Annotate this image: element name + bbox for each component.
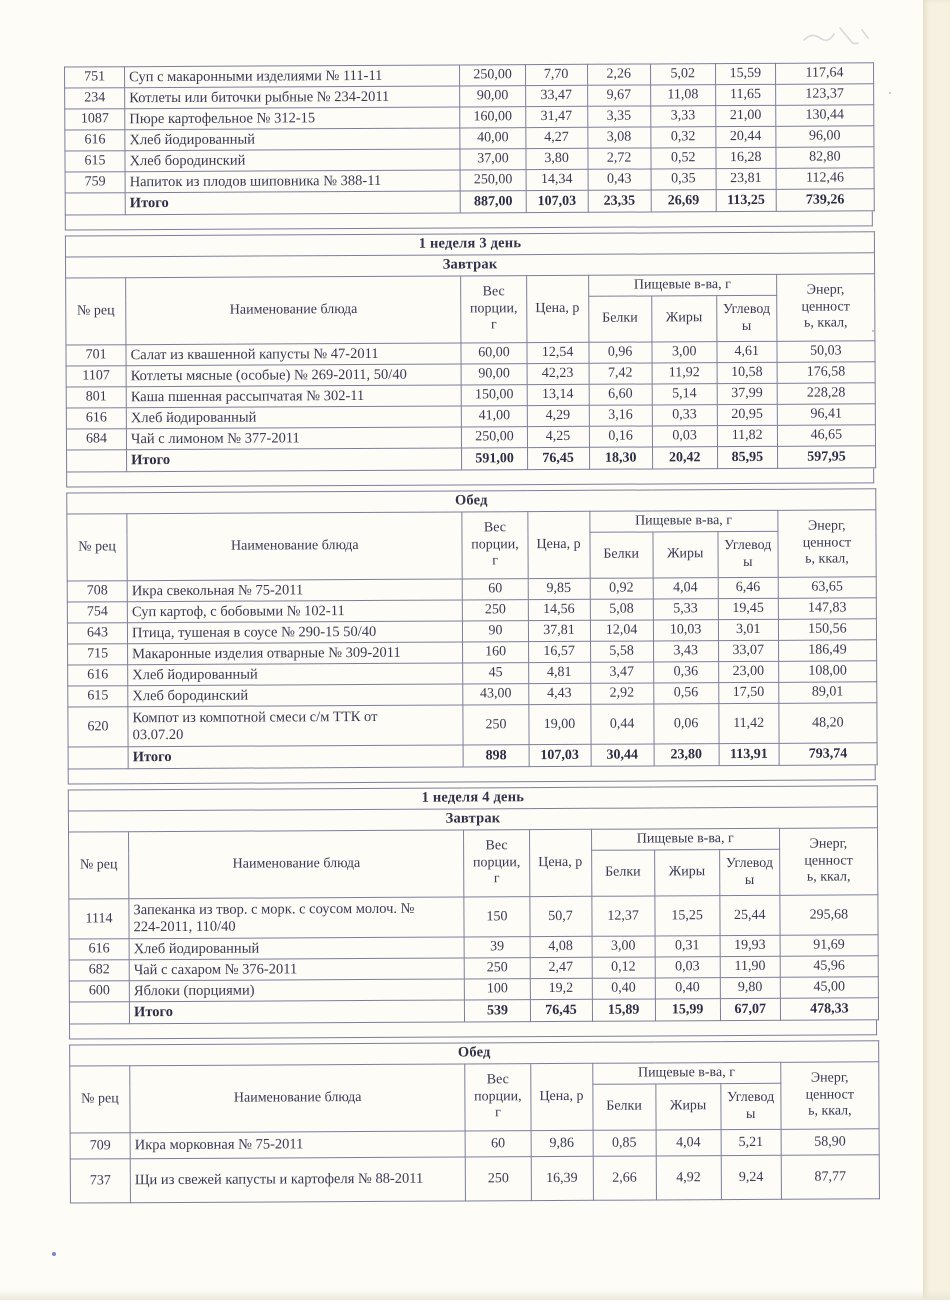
value-cell: 751 xyxy=(65,67,125,88)
value-cell: 4,08 xyxy=(530,936,592,957)
value-cell: 30,44 xyxy=(591,744,654,766)
value-cell: 616 xyxy=(68,665,128,686)
value-cell: 10,03 xyxy=(653,620,718,641)
menu-table-continuation xyxy=(64,62,875,215)
value-cell: 12,54 xyxy=(526,342,588,363)
value-cell: 43,00 xyxy=(463,684,528,705)
value-cell: 887,00 xyxy=(461,191,526,213)
value-cell: 37,00 xyxy=(460,149,525,170)
value-cell xyxy=(69,1002,129,1024)
value-cell: 0,33 xyxy=(652,405,717,426)
value-cell: 3,16 xyxy=(589,405,652,426)
value-cell: 6,60 xyxy=(589,384,652,405)
value-cell: 89,01 xyxy=(778,682,876,704)
value-cell: 123,37 xyxy=(775,84,873,106)
value-cell: 682 xyxy=(69,960,129,981)
value-cell: 2,72 xyxy=(588,148,651,169)
scan-speckle xyxy=(889,92,891,94)
col-header-energy: Энерг, ценност ь, ккал, xyxy=(779,828,878,896)
value-cell: 5,14 xyxy=(652,384,717,405)
col-header-name: Наименование блюда xyxy=(129,830,465,899)
value-cell: 801 xyxy=(66,387,126,408)
value-cell: 0,35 xyxy=(651,169,716,190)
value-cell: 76,45 xyxy=(530,999,592,1021)
value-cell: 615 xyxy=(65,151,125,172)
value-cell: 107,03 xyxy=(529,744,591,766)
value-cell: 0,03 xyxy=(652,426,717,447)
col-header-price: Цена, р xyxy=(527,511,589,578)
value-cell: 19,93 xyxy=(720,935,780,956)
dish-name-cell: Икра свекольная № 75-2011 xyxy=(127,579,462,602)
table-row xyxy=(68,703,877,747)
value-cell xyxy=(65,193,125,215)
dish-name-cell: Пюре картофельное № 312-15 xyxy=(125,107,461,130)
value-cell: 615 xyxy=(68,686,128,707)
value-cell: 684 xyxy=(66,429,126,450)
dish-name-cell: Щи из свежей капусты и картофеля № 88-2011 xyxy=(130,1157,466,1203)
value-cell: 19,00 xyxy=(528,704,590,744)
value-cell: 58,90 xyxy=(781,1129,879,1156)
value-cell: 45,96 xyxy=(780,956,878,978)
value-cell: 160 xyxy=(463,642,528,663)
dish-name-cell: Каша пшенная рассыпчатая № 302-11 xyxy=(126,385,461,408)
value-cell: 176,58 xyxy=(777,362,875,384)
value-cell: 7,70 xyxy=(525,64,587,85)
value-cell: 85,95 xyxy=(717,446,777,468)
value-cell: 250,00 xyxy=(461,170,526,191)
value-cell: 14,56 xyxy=(528,599,590,620)
value-cell: 11,92 xyxy=(652,363,717,384)
value-cell: 17,50 xyxy=(718,682,778,703)
value-cell: 113,25 xyxy=(716,189,776,211)
value-cell: 18,30 xyxy=(589,447,652,469)
value-cell: 737 xyxy=(70,1159,130,1203)
value-cell: 150,00 xyxy=(462,385,527,406)
value-cell: 0,40 xyxy=(592,978,655,999)
value-cell: 701 xyxy=(66,345,126,366)
value-cell: 591,00 xyxy=(462,448,527,470)
value-cell: 709 xyxy=(70,1133,130,1159)
table-row xyxy=(69,895,878,939)
menu-table-week1-day4-breakfast xyxy=(68,785,879,1024)
value-cell: 21,00 xyxy=(715,105,775,126)
dish-name-cell: Хлеб йодированный xyxy=(128,663,463,686)
dish-name-cell: Хлеб йодированный xyxy=(129,937,464,960)
value-cell: 4,61 xyxy=(717,341,777,362)
col-header-energy: Энерг, ценност ь, ккал, xyxy=(778,510,877,578)
col-header-rec: № рец xyxy=(67,514,127,581)
value-cell: 0,31 xyxy=(655,936,720,957)
dish-name-cell: Икра морковная № 75-2011 xyxy=(130,1131,466,1159)
col-header-rec: № рец xyxy=(70,1066,130,1133)
value-cell: 250 xyxy=(463,600,528,621)
value-cell: 1114 xyxy=(69,899,129,939)
value-cell: 739,26 xyxy=(776,189,874,212)
value-cell: 2,47 xyxy=(530,957,592,978)
dish-name-cell: Хлеб йодированный xyxy=(125,128,461,151)
value-cell: 5,58 xyxy=(590,641,653,662)
meal-banner: Завтрак xyxy=(68,807,877,832)
col-header-price: Цена, р xyxy=(530,1063,592,1130)
value-cell: 793,74 xyxy=(779,743,877,766)
col-header-carbs: Углевод ы xyxy=(716,295,776,341)
week-day-banner: 1 неделя 3 день xyxy=(65,232,874,257)
value-cell: 19,45 xyxy=(718,598,778,619)
dish-name-cell: Напиток из плодов шиповника № 388-11 xyxy=(125,170,461,193)
value-cell: 250 xyxy=(465,958,530,979)
value-cell: 4,25 xyxy=(527,426,589,447)
value-cell: 67,07 xyxy=(720,998,780,1020)
value-cell: 4,43 xyxy=(528,683,590,704)
dish-name-cell: Котлеты или биточки рыбные № 234-2011 xyxy=(125,86,461,109)
value-cell: 3,33 xyxy=(650,106,715,127)
menu-table-week1-day4-lunch xyxy=(69,1040,880,1203)
dish-name-cell: Котлеты мясные (особые) № 269-2011, 50/40 xyxy=(126,364,461,387)
value-cell: 160,00 xyxy=(460,107,525,128)
value-cell: 26,69 xyxy=(651,190,716,212)
dish-name-cell: Салат из квашенной капусты № 47-2011 xyxy=(126,343,461,366)
dish-name-cell: Итого xyxy=(127,448,463,472)
value-cell: 42,23 xyxy=(527,363,589,384)
value-cell: 82,80 xyxy=(776,147,874,169)
col-header-nutrients: Пищевые в-ва, г xyxy=(588,274,776,296)
value-cell: 250 xyxy=(466,1157,531,1201)
col-header-weight: Вес порции, г xyxy=(465,1064,530,1131)
value-cell: 20,95 xyxy=(717,404,777,425)
value-cell: 41,00 xyxy=(462,406,527,427)
value-cell: 23,35 xyxy=(588,190,651,212)
value-cell: 23,80 xyxy=(654,744,719,766)
value-cell: 3,08 xyxy=(587,127,650,148)
value-cell: 9,67 xyxy=(587,85,650,106)
scan-speckle xyxy=(872,330,874,332)
col-header-protein: Белки xyxy=(590,532,653,578)
value-cell: 76,45 xyxy=(527,447,589,469)
col-header-name: Наименование блюда xyxy=(130,1064,466,1133)
dish-name-cell: Суп картоф, с бобовыми № 102-11 xyxy=(127,600,462,623)
value-cell: 4,29 xyxy=(527,405,589,426)
meal-banner: Завтрак xyxy=(66,253,875,278)
value-cell: 7,42 xyxy=(589,363,652,384)
col-header-nutrients: Пищевые в-ва, г xyxy=(589,510,777,532)
value-cell: 12,37 xyxy=(591,896,654,936)
value-cell: 60 xyxy=(466,1131,531,1157)
value-cell: 3,35 xyxy=(587,106,650,127)
value-cell: 5,33 xyxy=(653,599,718,620)
scan-bottom-shadow xyxy=(0,1290,950,1300)
value-cell: 643 xyxy=(67,623,127,644)
value-cell: 113,91 xyxy=(719,743,779,765)
value-cell: 60,00 xyxy=(461,343,526,364)
value-cell: 37,81 xyxy=(528,620,590,641)
value-cell: 37,99 xyxy=(717,383,777,404)
value-cell: 186,49 xyxy=(778,640,876,662)
value-cell: 15,25 xyxy=(654,896,719,936)
value-cell: 45,00 xyxy=(780,977,878,999)
value-cell: 39 xyxy=(465,937,530,958)
value-cell: 10,58 xyxy=(717,362,777,383)
value-cell: 0,03 xyxy=(655,957,720,978)
col-header-protein: Белки xyxy=(591,850,654,896)
value-cell: 147,83 xyxy=(778,598,876,620)
value-cell: 16,28 xyxy=(716,147,776,168)
dish-name-cell: Яблоки (порциями) xyxy=(129,979,464,1002)
value-cell: 620 xyxy=(68,707,128,747)
dish-name-cell: Суп с макаронными изделиями № 111-11 xyxy=(125,65,461,88)
value-cell: 130,44 xyxy=(776,105,874,127)
value-cell: 19,2 xyxy=(530,978,592,999)
value-cell: 0,92 xyxy=(590,578,653,599)
menu-table-week1-day3-breakfast xyxy=(65,231,876,472)
value-cell: 759 xyxy=(65,172,125,193)
value-cell: 91,69 xyxy=(780,935,878,957)
value-cell: 20,42 xyxy=(652,447,717,469)
table-row xyxy=(70,1155,879,1203)
col-header-carbs: Углевод ы xyxy=(719,849,779,895)
value-cell: 107,03 xyxy=(526,190,588,212)
col-header-fat: Жиры xyxy=(654,850,719,896)
value-cell: 250,00 xyxy=(462,427,527,448)
value-cell: 0,32 xyxy=(651,127,716,148)
value-cell: 616 xyxy=(66,408,126,429)
value-cell: 31,47 xyxy=(525,106,587,127)
menu-table-week1-day3-lunch xyxy=(66,488,877,769)
value-cell: 11,82 xyxy=(717,425,777,446)
value-cell: 708 xyxy=(67,581,127,602)
value-cell: 23,00 xyxy=(718,661,778,682)
value-cell: 250 xyxy=(463,705,528,745)
week-day-banner: 1 неделя 4 день xyxy=(68,786,877,811)
value-cell: 60 xyxy=(463,579,528,600)
value-cell: 228,28 xyxy=(777,383,875,405)
menu-document xyxy=(64,62,882,1203)
value-cell: 11,90 xyxy=(720,956,780,977)
value-cell: 0,52 xyxy=(651,148,716,169)
value-cell: 87,77 xyxy=(781,1155,879,1200)
value-cell: 48,20 xyxy=(779,703,877,744)
value-cell: 6,46 xyxy=(718,577,778,598)
value-cell: 0,96 xyxy=(589,342,652,363)
value-cell: 3,01 xyxy=(718,619,778,640)
meal-banner: Обед xyxy=(67,489,876,514)
value-cell: 14,34 xyxy=(526,169,588,190)
value-cell: 2,26 xyxy=(587,64,650,85)
value-cell: 12,04 xyxy=(590,620,653,641)
col-header-weight: Вес порции, г xyxy=(461,276,526,343)
value-cell: 0,36 xyxy=(653,662,718,683)
value-cell: 0,06 xyxy=(653,704,718,744)
value-cell: 63,65 xyxy=(778,577,876,599)
value-cell: 0,43 xyxy=(588,169,651,190)
col-header-weight: Вес порции, г xyxy=(462,512,527,579)
dish-name-cell: Запеканка из твор. с морк. с соусом молоч. № 224-2011, 110/40 xyxy=(129,897,465,939)
dish-name-cell: Хлеб бородинский xyxy=(125,149,461,172)
value-cell: 4,04 xyxy=(653,578,718,599)
value-cell: 50,03 xyxy=(777,341,875,363)
value-cell: 33,47 xyxy=(525,85,587,106)
col-header-carbs: Углевод ы xyxy=(721,1083,781,1129)
value-cell: 15,59 xyxy=(715,63,775,84)
col-header-protein: Белки xyxy=(592,1084,655,1130)
value-cell: 96,00 xyxy=(776,126,874,148)
value-cell: 4,04 xyxy=(656,1130,721,1156)
dish-name-cell: Птица, тушеная в соусе № 290-15 50/40 xyxy=(127,621,462,644)
value-cell: 11,65 xyxy=(715,84,775,105)
value-cell: 90,00 xyxy=(460,86,525,107)
value-cell: 754 xyxy=(67,602,127,623)
value-cell: 112,46 xyxy=(776,168,874,190)
dish-name-cell: Итого xyxy=(125,191,461,215)
value-cell: 2,66 xyxy=(593,1156,656,1200)
value-cell: 46,65 xyxy=(777,425,875,447)
value-cell: 0,44 xyxy=(590,704,653,744)
value-cell: 3,80 xyxy=(525,148,587,169)
value-cell: 4,81 xyxy=(528,662,590,683)
value-cell: 15,89 xyxy=(592,999,655,1021)
value-cell: 0,85 xyxy=(593,1130,656,1156)
col-header-fat: Жиры xyxy=(655,1084,720,1130)
value-cell: 11,08 xyxy=(650,85,715,106)
value-cell: 1087 xyxy=(65,109,125,130)
col-header-energy: Энерг, ценност ь, ккал, xyxy=(776,274,875,342)
value-cell: 3,43 xyxy=(653,641,718,662)
value-cell: 250,00 xyxy=(460,65,525,86)
dish-name-cell: Хлеб йодированный xyxy=(126,406,461,429)
value-cell: 25,44 xyxy=(720,895,780,935)
value-cell: 9,86 xyxy=(531,1130,593,1156)
col-header-nutrients: Пищевые в-ва, г xyxy=(591,828,779,850)
value-cell: 5,02 xyxy=(650,64,715,85)
value-cell: 15,99 xyxy=(655,999,720,1021)
value-cell: 33,07 xyxy=(718,640,778,661)
pencil-mark xyxy=(800,18,890,58)
col-header-name: Наименование блюда xyxy=(126,276,462,345)
col-header-price: Цена, р xyxy=(529,829,591,896)
value-cell: 478,33 xyxy=(780,998,878,1021)
value-cell: 539 xyxy=(465,1000,530,1022)
value-cell: 3,47 xyxy=(590,662,653,683)
dish-name-cell: Итого xyxy=(129,1000,465,1024)
value-cell: 20,44 xyxy=(716,126,776,147)
value-cell: 50,7 xyxy=(529,896,591,936)
col-header-fat: Жиры xyxy=(651,296,716,342)
dish-name-cell: Компот из компотной смеси с/м ТТК от 03.07.20 xyxy=(128,705,464,747)
value-cell: 2,92 xyxy=(590,683,653,704)
col-header-rec: № рец xyxy=(66,278,126,345)
value-cell: 0,16 xyxy=(589,426,652,447)
dish-name-cell: Чай с лимоном № 377-2011 xyxy=(126,427,461,450)
col-header-weight: Вес порции, г xyxy=(464,830,529,897)
value-cell: 16,39 xyxy=(531,1156,593,1200)
value-cell: 11,42 xyxy=(719,703,779,743)
meal-banner: Обед xyxy=(70,1041,879,1066)
value-cell: 4,27 xyxy=(525,127,587,148)
value-cell: 3,00 xyxy=(652,342,717,363)
value-cell: 16,57 xyxy=(528,641,590,662)
value-cell: 4,92 xyxy=(656,1156,721,1200)
value-cell: 715 xyxy=(68,644,128,665)
col-header-rec: № рец xyxy=(69,832,129,899)
value-cell: 1107 xyxy=(66,366,126,387)
value-cell xyxy=(67,450,127,472)
value-cell: 0,12 xyxy=(592,957,655,978)
value-cell: 0,40 xyxy=(655,978,720,999)
value-cell: 100 xyxy=(465,979,530,1000)
value-cell: 295,68 xyxy=(780,895,878,936)
dish-name-cell: Хлеб бородинский xyxy=(128,684,463,707)
dish-name-cell: Макаронные изделия отварные № 309-2011 xyxy=(128,642,463,665)
value-cell: 5,21 xyxy=(721,1129,781,1155)
value-cell: 9,85 xyxy=(528,578,590,599)
value-cell: 23,81 xyxy=(716,168,776,189)
value-cell: 108,00 xyxy=(778,661,876,683)
dish-name-cell: Итого xyxy=(128,745,463,769)
dish-name-cell: Чай с сахаром № 376-2011 xyxy=(129,958,464,981)
value-cell: 40,00 xyxy=(460,128,525,149)
value-cell: 616 xyxy=(65,130,125,151)
value-cell: 90,00 xyxy=(462,364,527,385)
col-header-price: Цена, р xyxy=(526,275,588,342)
value-cell: 234 xyxy=(65,88,125,109)
value-cell: 96,41 xyxy=(777,404,875,426)
value-cell: 90 xyxy=(463,621,528,642)
ink-dot xyxy=(52,1252,56,1256)
col-header-energy: Энерг, ценност ь, ккал, xyxy=(780,1062,879,1130)
col-header-protein: Белки xyxy=(588,296,651,342)
value-cell: 3,00 xyxy=(592,936,655,957)
value-cell: 0,56 xyxy=(653,683,718,704)
value-cell xyxy=(68,747,128,769)
value-cell: 45 xyxy=(463,663,528,684)
value-cell: 13,14 xyxy=(527,384,589,405)
value-cell: 117,64 xyxy=(775,63,873,85)
col-header-carbs: Углевод ы xyxy=(718,531,778,577)
scan-edge-band xyxy=(923,0,950,1300)
value-cell: 5,08 xyxy=(590,599,653,620)
value-cell: 898 xyxy=(464,745,529,767)
value-cell: 150 xyxy=(464,897,529,937)
value-cell: 9,80 xyxy=(720,977,780,998)
col-header-name: Наименование блюда xyxy=(127,512,463,581)
value-cell: 9,24 xyxy=(721,1155,781,1199)
value-cell: 616 xyxy=(69,939,129,960)
value-cell: 600 xyxy=(69,981,129,1002)
value-cell: 597,95 xyxy=(777,446,875,469)
col-header-nutrients: Пищевые в-ва, г xyxy=(592,1062,780,1084)
value-cell: 150,56 xyxy=(778,619,876,641)
col-header-fat: Жиры xyxy=(653,532,718,578)
